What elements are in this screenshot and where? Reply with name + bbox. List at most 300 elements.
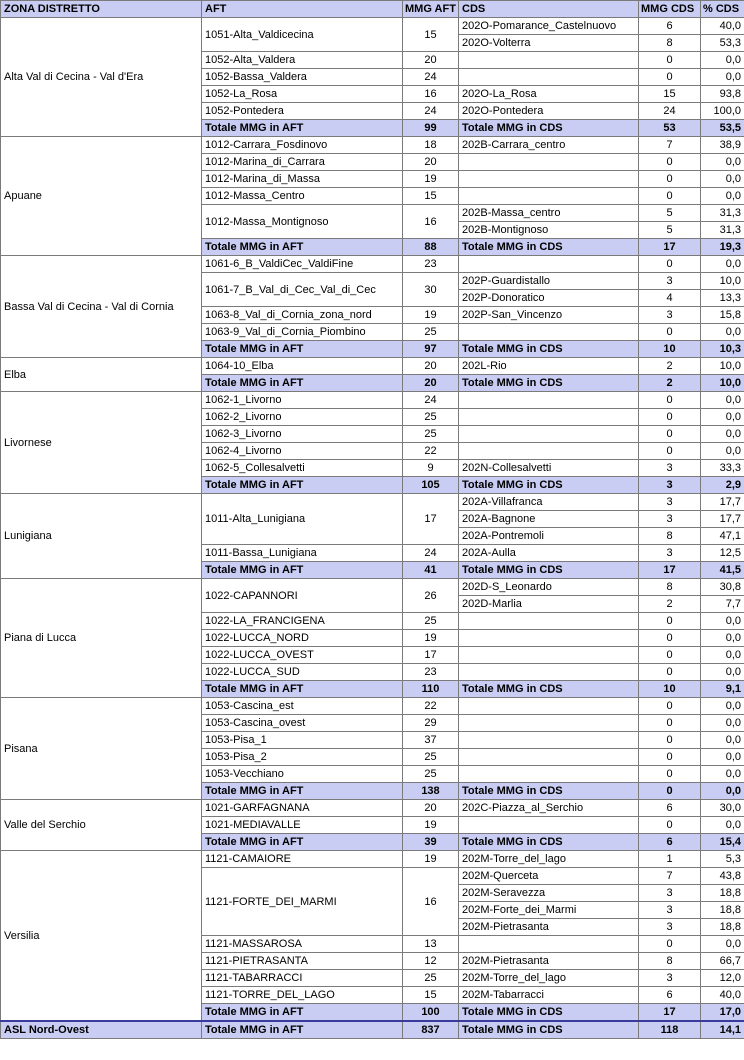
mmg-aft-cell: 9 — [403, 460, 459, 477]
mmg-aft-cell: 24 — [403, 392, 459, 409]
pct-cds-cell: 0,0 — [701, 324, 744, 341]
table-row — [1, 358, 744, 375]
cds-cell — [459, 154, 639, 171]
mmg-aft-cell: 15 — [403, 188, 459, 205]
mmg-cds-cell: 0 — [639, 766, 701, 783]
total-cds-label: Totale MMG in CDS — [459, 562, 639, 579]
header-row — [1, 1, 744, 18]
mmg-cds-cell: 0 — [639, 188, 701, 205]
mmg-cds-cell: 8 — [639, 953, 701, 970]
cds-cell — [459, 698, 639, 715]
mmg-aft-cell: 23 — [403, 664, 459, 681]
cds-cell — [459, 324, 639, 341]
aft-cell: 1121-CAMAIORE — [202, 851, 403, 868]
zona-distretto-cell: Lunigiana — [1, 494, 202, 579]
mmg-cds-cell: 0 — [639, 52, 701, 69]
pct-cds-cell: 12,5 — [701, 545, 744, 562]
cds-cell — [459, 392, 639, 409]
mmg-aft-cell: 25 — [403, 766, 459, 783]
pct-cds-cell: 30,8 — [701, 579, 744, 596]
total-pct-value: 10,0 — [701, 375, 744, 392]
aft-cell: 1012-Marina_di_Carrara — [202, 154, 403, 171]
aft-cell: 1062-2_Livorno — [202, 409, 403, 426]
pct-cds-cell: 18,8 — [701, 902, 744, 919]
aft-cell: 1022-LA_FRANCIGENA — [202, 613, 403, 630]
mmg-cds-cell: 6 — [639, 800, 701, 817]
cds-cell: 202M-Torre_del_lago — [459, 851, 639, 868]
total-cds-label: Totale MMG in CDS — [459, 1004, 639, 1022]
pct-cds-cell: 15,8 — [701, 307, 744, 324]
total-cds-value: 17 — [639, 562, 701, 579]
aft-cell: 1053-Cascina_est — [202, 698, 403, 715]
cds-cell — [459, 69, 639, 86]
mmg-cds-cell: 0 — [639, 732, 701, 749]
cds-cell — [459, 647, 639, 664]
zona-distretto-cell: Pisana — [1, 698, 202, 800]
zona-distretto-cell: Bassa Val di Cecina - Val di Cornia — [1, 256, 202, 358]
cds-cell: 202D-Marlia — [459, 596, 639, 613]
pct-cds-cell: 12,0 — [701, 970, 744, 987]
header-cds: CDS — [459, 1, 639, 18]
mmg-cds-cell: 0 — [639, 749, 701, 766]
pct-cds-cell: 30,0 — [701, 800, 744, 817]
aft-cell: 1062-3_Livorno — [202, 426, 403, 443]
mmg-aft-cell: 15 — [403, 18, 459, 52]
total-aft-label: Totale MMG in AFT — [202, 834, 403, 851]
cds-cell — [459, 443, 639, 460]
cds-cell: 202O-Volterra — [459, 35, 639, 52]
aft-cell: 1052-Alta_Valdera — [202, 52, 403, 69]
total-aft-label: Totale MMG in AFT — [202, 681, 403, 698]
header-mmg-aft: MMG AFT — [403, 1, 459, 18]
mmg-cds-cell: 0 — [639, 324, 701, 341]
pct-cds-cell: 38,9 — [701, 137, 744, 154]
table-row — [1, 256, 744, 273]
aft-cell: 1053-Pisa_1 — [202, 732, 403, 749]
total-aft-value: 88 — [403, 239, 459, 256]
mmg-aft-cell: 25 — [403, 324, 459, 341]
pct-cds-cell: 43,8 — [701, 868, 744, 885]
total-cds-label: Totale MMG in CDS — [459, 120, 639, 137]
mmg-aft-cell: 26 — [403, 579, 459, 613]
cds-cell: 202O-Pomarance_Castelnuovo — [459, 18, 639, 35]
aft-cell: 1052-Bassa_Valdera — [202, 69, 403, 86]
mmg-cds-cell: 0 — [639, 409, 701, 426]
total-aft-label: Totale MMG in AFT — [202, 562, 403, 579]
pct-cds-cell: 13,3 — [701, 290, 744, 307]
aft-cell: 1022-CAPANNORI — [202, 579, 403, 613]
table-row — [1, 579, 744, 596]
total-aft-label: Totale MMG in AFT — [202, 341, 403, 358]
mmg-cds-cell: 0 — [639, 154, 701, 171]
table-row — [1, 698, 744, 715]
pct-cds-cell: 0,0 — [701, 766, 744, 783]
total-aft-label: Totale MMG in AFT — [202, 1004, 403, 1022]
mmg-aft-cell: 25 — [403, 613, 459, 630]
zona-distretto-cell: Livornese — [1, 392, 202, 494]
cds-cell: 202P-San_Vincenzo — [459, 307, 639, 324]
mmg-cds-cell: 0 — [639, 647, 701, 664]
zona-distretto-cell: Apuane — [1, 137, 202, 256]
aft-cell: 1012-Marina_di_Massa — [202, 171, 403, 188]
total-cds-value: 17 — [639, 239, 701, 256]
mmg-aft-cell: 37 — [403, 732, 459, 749]
zona-distretto-cell: Valle del Serchio — [1, 800, 202, 851]
mmg-cds-cell: 3 — [639, 511, 701, 528]
mmg-cds-cell: 0 — [639, 698, 701, 715]
total-aft-value: 20 — [403, 375, 459, 392]
mmg-aft-cell: 24 — [403, 103, 459, 120]
mmg-cds-cell: 2 — [639, 596, 701, 613]
mmg-cds-cell: 0 — [639, 392, 701, 409]
total-aft-label: Totale MMG in AFT — [202, 120, 403, 137]
pct-cds-cell: 0,0 — [701, 52, 744, 69]
mmg-cds-cell: 0 — [639, 69, 701, 86]
header-pct-cds: % CDS — [701, 1, 744, 18]
total-pct-value: 0,0 — [701, 783, 744, 800]
header-mmg-cds: MMG CDS — [639, 1, 701, 18]
aft-cell: 1121-TORRE_DEL_LAGO — [202, 987, 403, 1004]
zona-distretto-cell: Elba — [1, 358, 202, 392]
grand-total-aft-value: 837 — [403, 1021, 459, 1039]
aft-cell: 1061-6_B_ValdiCec_ValdiFine — [202, 256, 403, 273]
pct-cds-cell: 40,0 — [701, 987, 744, 1004]
cds-cell: 202M-Pietrasanta — [459, 953, 639, 970]
aft-cell: 1062-5_Collesalvetti — [202, 460, 403, 477]
mmg-cds-cell: 0 — [639, 443, 701, 460]
mmg-aft-cell: 30 — [403, 273, 459, 307]
mmg-cds-cell: 8 — [639, 528, 701, 545]
aft-cell: 1062-4_Livorno — [202, 443, 403, 460]
pct-cds-cell: 0,0 — [701, 426, 744, 443]
mmg-aft-cell: 19 — [403, 630, 459, 647]
mmg-aft-cell: 22 — [403, 443, 459, 460]
mmg-cds-cell: 3 — [639, 460, 701, 477]
aft-cell: 1053-Cascina_ovest — [202, 715, 403, 732]
mmg-cds-cell: 7 — [639, 137, 701, 154]
header-zona: ZONA DISTRETTO — [1, 1, 202, 18]
mmg-aft-cell: 17 — [403, 647, 459, 664]
aft-cell: 1063-9_Val_di_Cornia_Piombino — [202, 324, 403, 341]
pct-cds-cell: 18,8 — [701, 919, 744, 936]
cds-cell: 202M-Tabarracci — [459, 987, 639, 1004]
cds-cell — [459, 817, 639, 834]
cds-cell: 202M-Querceta — [459, 868, 639, 885]
total-pct-value: 10,3 — [701, 341, 744, 358]
mmg-aft-cell: 20 — [403, 154, 459, 171]
pct-cds-cell: 7,7 — [701, 596, 744, 613]
cds-cell — [459, 732, 639, 749]
total-aft-label: Totale MMG in AFT — [202, 375, 403, 392]
aft-cell: 1012-Carrara_Fosdinovo — [202, 137, 403, 154]
grand-total-aft-label: Totale MMG in AFT — [202, 1021, 403, 1039]
cds-cell — [459, 613, 639, 630]
total-aft-value: 105 — [403, 477, 459, 494]
aft-cell: 1063-8_Val_di_Cornia_zona_nord — [202, 307, 403, 324]
mmg-aft-cell: 16 — [403, 86, 459, 103]
cds-cell — [459, 766, 639, 783]
aft-cell: 1011-Bassa_Lunigiana — [202, 545, 403, 562]
cds-cell: 202L-Rio — [459, 358, 639, 375]
pct-cds-cell: 31,3 — [701, 205, 744, 222]
cds-cell: 202A-Villafranca — [459, 494, 639, 511]
cds-cell: 202B-Montignoso — [459, 222, 639, 239]
pct-cds-cell: 0,0 — [701, 256, 744, 273]
total-aft-value: 97 — [403, 341, 459, 358]
mmg-cds-cell: 6 — [639, 987, 701, 1004]
table-row — [1, 494, 744, 511]
mmg-cds-cell: 3 — [639, 494, 701, 511]
pct-cds-cell: 0,0 — [701, 732, 744, 749]
pct-cds-cell: 0,0 — [701, 647, 744, 664]
pct-cds-cell: 93,8 — [701, 86, 744, 103]
pct-cds-cell: 0,0 — [701, 409, 744, 426]
pct-cds-cell: 0,0 — [701, 69, 744, 86]
pct-cds-cell: 0,0 — [701, 630, 744, 647]
mmg-cds-cell: 3 — [639, 919, 701, 936]
cds-cell: 202O-La_Rosa — [459, 86, 639, 103]
total-cds-label: Totale MMG in CDS — [459, 239, 639, 256]
aft-cell: 1121-PIETRASANTA — [202, 953, 403, 970]
mmg-cds-cell: 5 — [639, 205, 701, 222]
total-cds-label: Totale MMG in CDS — [459, 834, 639, 851]
mmg-cds-cell: 8 — [639, 579, 701, 596]
aft-cell: 1021-MEDIAVALLE — [202, 817, 403, 834]
grand-total-cds-label: Totale MMG in CDS — [459, 1021, 639, 1039]
total-aft-label: Totale MMG in AFT — [202, 477, 403, 494]
total-aft-value: 110 — [403, 681, 459, 698]
table-row — [1, 137, 744, 154]
mmg-cds-cell: 24 — [639, 103, 701, 120]
pct-cds-cell: 0,0 — [701, 698, 744, 715]
zona-distretto-cell: Alta Val di Cecina - Val d'Era — [1, 18, 202, 137]
pct-cds-cell: 40,0 — [701, 18, 744, 35]
total-cds-label: Totale MMG in CDS — [459, 681, 639, 698]
zona-distretto-cell: Versilia — [1, 851, 202, 1022]
aft-cell: 1012-Massa_Montignoso — [202, 205, 403, 239]
aft-cell: 1011-Alta_Lunigiana — [202, 494, 403, 545]
mmg-cds-cell: 0 — [639, 613, 701, 630]
pct-cds-cell: 0,0 — [701, 664, 744, 681]
grand-total-cds-value: 118 — [639, 1021, 701, 1039]
aft-cell: 1052-Pontedera — [202, 103, 403, 120]
mmg-aft-cell: 22 — [403, 698, 459, 715]
pct-cds-cell: 10,0 — [701, 358, 744, 375]
aft-cell: 1022-LUCCA_SUD — [202, 664, 403, 681]
pct-cds-cell: 0,0 — [701, 749, 744, 766]
mmg-cds-cell: 0 — [639, 817, 701, 834]
aft-cell: 1021-GARFAGNANA — [202, 800, 403, 817]
mmg-cds-cell: 7 — [639, 868, 701, 885]
mmg-aft-cell: 25 — [403, 426, 459, 443]
total-cds-value: 53 — [639, 120, 701, 137]
aft-cell: 1022-LUCCA_NORD — [202, 630, 403, 647]
mmg-aft-cell: 19 — [403, 851, 459, 868]
aft-cell: 1121-FORTE_DEI_MARMI — [202, 868, 403, 936]
cds-cell — [459, 749, 639, 766]
total-aft-label: Totale MMG in AFT — [202, 239, 403, 256]
mmg-cds-cell: 0 — [639, 936, 701, 953]
aft-cell: 1053-Pisa_2 — [202, 749, 403, 766]
total-pct-value: 9,1 — [701, 681, 744, 698]
pct-cds-cell: 0,0 — [701, 613, 744, 630]
mmg-aft-cell: 18 — [403, 137, 459, 154]
mmg-cds-cell: 3 — [639, 970, 701, 987]
aft-cell: 1053-Vecchiano — [202, 766, 403, 783]
mmg-cds-cell: 0 — [639, 171, 701, 188]
pct-cds-cell: 17,7 — [701, 511, 744, 528]
total-aft-value: 100 — [403, 1004, 459, 1022]
total-cds-value: 0 — [639, 783, 701, 800]
table-row — [1, 800, 744, 817]
pct-cds-cell: 0,0 — [701, 817, 744, 834]
mmg-cds-cell: 0 — [639, 664, 701, 681]
pct-cds-cell: 47,1 — [701, 528, 744, 545]
mmg-aft-cell: 20 — [403, 52, 459, 69]
total-pct-value: 53,5 — [701, 120, 744, 137]
pct-cds-cell: 0,0 — [701, 715, 744, 732]
aft-cell: 1052-La_Rosa — [202, 86, 403, 103]
cds-cell — [459, 171, 639, 188]
total-cds-label: Totale MMG in CDS — [459, 783, 639, 800]
mmg-aft-cell: 19 — [403, 171, 459, 188]
aft-cell: 1012-Massa_Centro — [202, 188, 403, 205]
table-row — [1, 18, 744, 35]
cds-cell — [459, 52, 639, 69]
mmg-aft-cell: 24 — [403, 69, 459, 86]
total-cds-value: 10 — [639, 341, 701, 358]
total-pct-value: 19,3 — [701, 239, 744, 256]
mmg-cds-cell: 4 — [639, 290, 701, 307]
cds-cell: 202D-S_Leonardo — [459, 579, 639, 596]
cds-cell — [459, 664, 639, 681]
aft-cell: 1121-TABARRACCI — [202, 970, 403, 987]
grand-total-label: ASL Nord-Ovest — [1, 1021, 202, 1039]
cds-cell: 202M-Torre_del_lago — [459, 970, 639, 987]
mmg-cds-cell: 1 — [639, 851, 701, 868]
cds-cell — [459, 630, 639, 647]
pct-cds-cell: 53,3 — [701, 35, 744, 52]
mmg-aft-cell: 20 — [403, 800, 459, 817]
mmg-aft-cell: 25 — [403, 749, 459, 766]
table-row — [1, 851, 744, 868]
total-aft-value: 138 — [403, 783, 459, 800]
mmg-cds-cell: 0 — [639, 256, 701, 273]
cds-cell: 202A-Bagnone — [459, 511, 639, 528]
pct-cds-cell: 0,0 — [701, 171, 744, 188]
mmg-aft-cell: 13 — [403, 936, 459, 953]
mmg-cds-cell: 3 — [639, 273, 701, 290]
zona-distretto-cell: Piana di Lucca — [1, 579, 202, 698]
mmg-aft-cell: 15 — [403, 987, 459, 1004]
aft-cell: 1051-Alta_Valdicecina — [202, 18, 403, 52]
mmg-cds-cell: 3 — [639, 307, 701, 324]
total-pct-value: 17,0 — [701, 1004, 744, 1022]
pct-cds-cell: 100,0 — [701, 103, 744, 120]
cds-cell — [459, 256, 639, 273]
mmg-aft-cell: 19 — [403, 817, 459, 834]
cds-cell: 202M-Forte_dei_Marmi — [459, 902, 639, 919]
mmg-cds-cell: 3 — [639, 885, 701, 902]
aft-cell: 1061-7_B_Val_di_Cec_Val_di_Cec — [202, 273, 403, 307]
cds-cell: 202N-Collesalvetti — [459, 460, 639, 477]
aft-cell: 1121-MASSAROSA — [202, 936, 403, 953]
mmg-aft-cell: 23 — [403, 256, 459, 273]
mmg-cds-cell: 15 — [639, 86, 701, 103]
mmg-cds-cell: 8 — [639, 35, 701, 52]
grand-total-row — [1, 1021, 744, 1039]
cds-cell: 202B-Massa_centro — [459, 205, 639, 222]
header-aft: AFT — [202, 1, 403, 18]
pct-cds-cell: 5,3 — [701, 851, 744, 868]
total-aft-value: 39 — [403, 834, 459, 851]
pct-cds-cell: 66,7 — [701, 953, 744, 970]
mmg-cds-cell: 0 — [639, 426, 701, 443]
total-pct-value: 2,9 — [701, 477, 744, 494]
mmg-aft-cell: 29 — [403, 715, 459, 732]
aft-cell: 1062-1_Livorno — [202, 392, 403, 409]
cds-cell: 202M-Seravezza — [459, 885, 639, 902]
pct-cds-cell: 0,0 — [701, 443, 744, 460]
cds-cell — [459, 936, 639, 953]
mmg-cds-cell: 2 — [639, 358, 701, 375]
mmg-cds-cell: 0 — [639, 715, 701, 732]
cds-cell: 202B-Carrara_centro — [459, 137, 639, 154]
aft-cell: 1022-LUCCA_OVEST — [202, 647, 403, 664]
grand-total-pct-value: 14,1 — [701, 1021, 744, 1039]
mmg-aft-cell: 25 — [403, 970, 459, 987]
cds-cell: 202P-Guardistallo — [459, 273, 639, 290]
total-cds-value: 3 — [639, 477, 701, 494]
cds-cell — [459, 188, 639, 205]
cds-cell: 202P-Donoratico — [459, 290, 639, 307]
pct-cds-cell: 0,0 — [701, 392, 744, 409]
total-cds-value: 17 — [639, 1004, 701, 1022]
mmg-cds-cell: 0 — [639, 630, 701, 647]
mmg-aft-cell: 19 — [403, 307, 459, 324]
mmg-cds-cell: 5 — [639, 222, 701, 239]
pct-cds-cell: 0,0 — [701, 188, 744, 205]
mmg-aft-cell: 16 — [403, 205, 459, 239]
mmg-cds-cell: 6 — [639, 18, 701, 35]
pct-cds-cell: 10,0 — [701, 273, 744, 290]
table-body — [1, 18, 744, 1039]
mmg-aft-cell: 17 — [403, 494, 459, 545]
total-cds-value: 6 — [639, 834, 701, 851]
total-pct-value: 15,4 — [701, 834, 744, 851]
cds-cell — [459, 409, 639, 426]
pct-cds-cell: 0,0 — [701, 154, 744, 171]
cds-cell: 202O-Pontedera — [459, 103, 639, 120]
cds-cell — [459, 426, 639, 443]
total-cds-value: 2 — [639, 375, 701, 392]
total-aft-value: 99 — [403, 120, 459, 137]
mmg-cds-cell: 3 — [639, 545, 701, 562]
pct-cds-cell: 31,3 — [701, 222, 744, 239]
cds-cell — [459, 715, 639, 732]
mmg-aft-cell: 20 — [403, 358, 459, 375]
pct-cds-cell: 33,3 — [701, 460, 744, 477]
mmg-aft-cell: 12 — [403, 953, 459, 970]
total-aft-value: 41 — [403, 562, 459, 579]
aft-cell: 1064-10_Elba — [202, 358, 403, 375]
cds-cell: 202A-Aulla — [459, 545, 639, 562]
total-cds-label: Totale MMG in CDS — [459, 375, 639, 392]
mmg-aft-cell: 25 — [403, 409, 459, 426]
mmg-aft-cell: 24 — [403, 545, 459, 562]
cds-cell: 202A-Pontremoli — [459, 528, 639, 545]
pct-cds-cell: 0,0 — [701, 936, 744, 953]
